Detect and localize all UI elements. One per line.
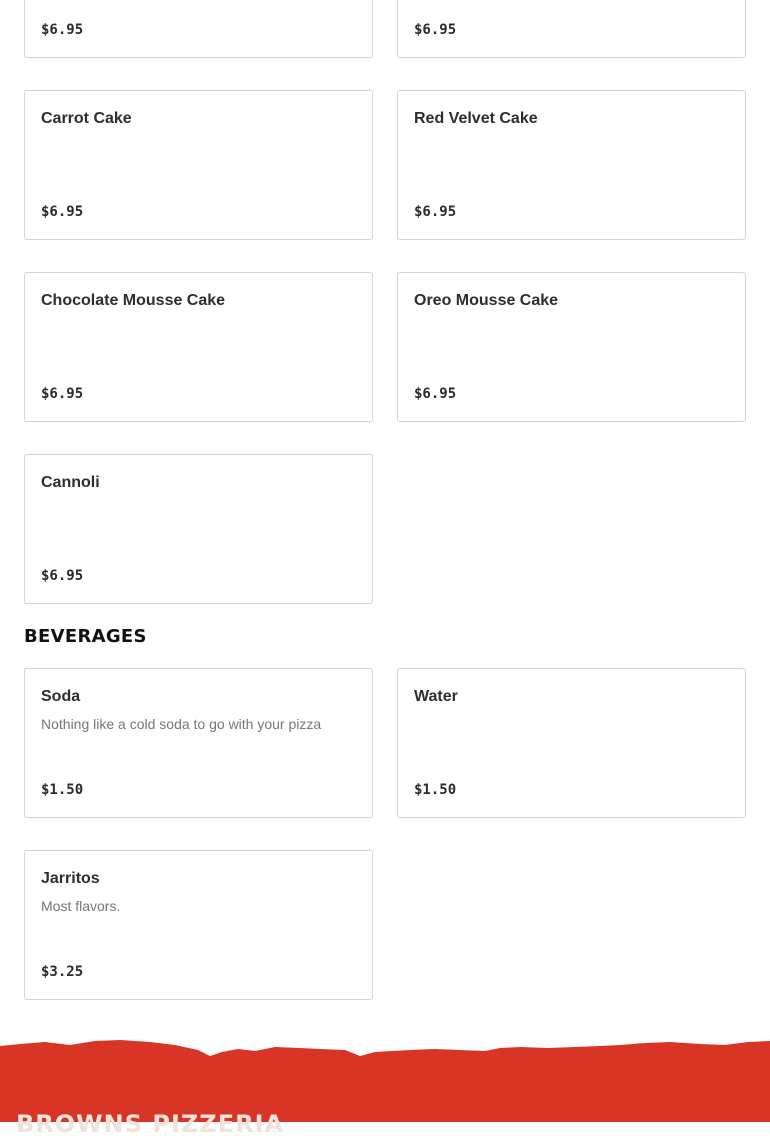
item-price: $6.95 — [41, 386, 84, 402]
item-description: Nothing like a cold soda to go with your pizza — [41, 716, 322, 732]
item-name: Carrot Cake — [41, 110, 132, 127]
section-title-beverages: BEVERAGES — [24, 626, 147, 647]
item-name: Oreo Mousse Cake — [414, 292, 559, 309]
item-name: Jarritos — [41, 870, 100, 887]
menu-item-card[interactable] — [397, 0, 746, 58]
item-price: $1.50 — [414, 782, 457, 798]
site-footer — [0, 1036, 770, 1138]
item-price: $1.50 — [41, 782, 84, 798]
item-price: $6.95 — [41, 204, 84, 220]
item-description: Most flavors. — [41, 898, 121, 914]
item-name: Water — [414, 688, 458, 705]
menu-item-card[interactable] — [24, 0, 373, 58]
menu-item-oreo-mousse-cake[interactable] — [397, 272, 746, 422]
item-price: $6.95 — [414, 22, 457, 38]
menu-item-soda[interactable] — [24, 668, 373, 818]
menu-item-jarritos[interactable] — [24, 850, 373, 1000]
footer-brand-name: BROWNS PIZZERIA — [16, 1110, 285, 1138]
item-price: $6.95 — [414, 386, 457, 402]
item-name: Soda — [41, 688, 81, 705]
item-price: $3.25 — [41, 964, 84, 980]
item-price: $6.95 — [41, 568, 84, 584]
item-price: $6.95 — [41, 22, 84, 38]
item-price: $6.95 — [414, 204, 457, 220]
item-name: Chocolate Mousse Cake — [41, 292, 226, 309]
menu-item-chocolate-mousse-cake[interactable] — [24, 272, 373, 422]
item-name: Red Velvet Cake — [414, 110, 538, 127]
menu-item-cannoli[interactable] — [24, 454, 373, 604]
menu-item-water[interactable] — [397, 668, 746, 818]
menu-item-carrot-cake[interactable] — [24, 90, 373, 240]
menu-item-red-velvet-cake[interactable] — [397, 90, 746, 240]
item-name: Cannoli — [41, 474, 100, 491]
